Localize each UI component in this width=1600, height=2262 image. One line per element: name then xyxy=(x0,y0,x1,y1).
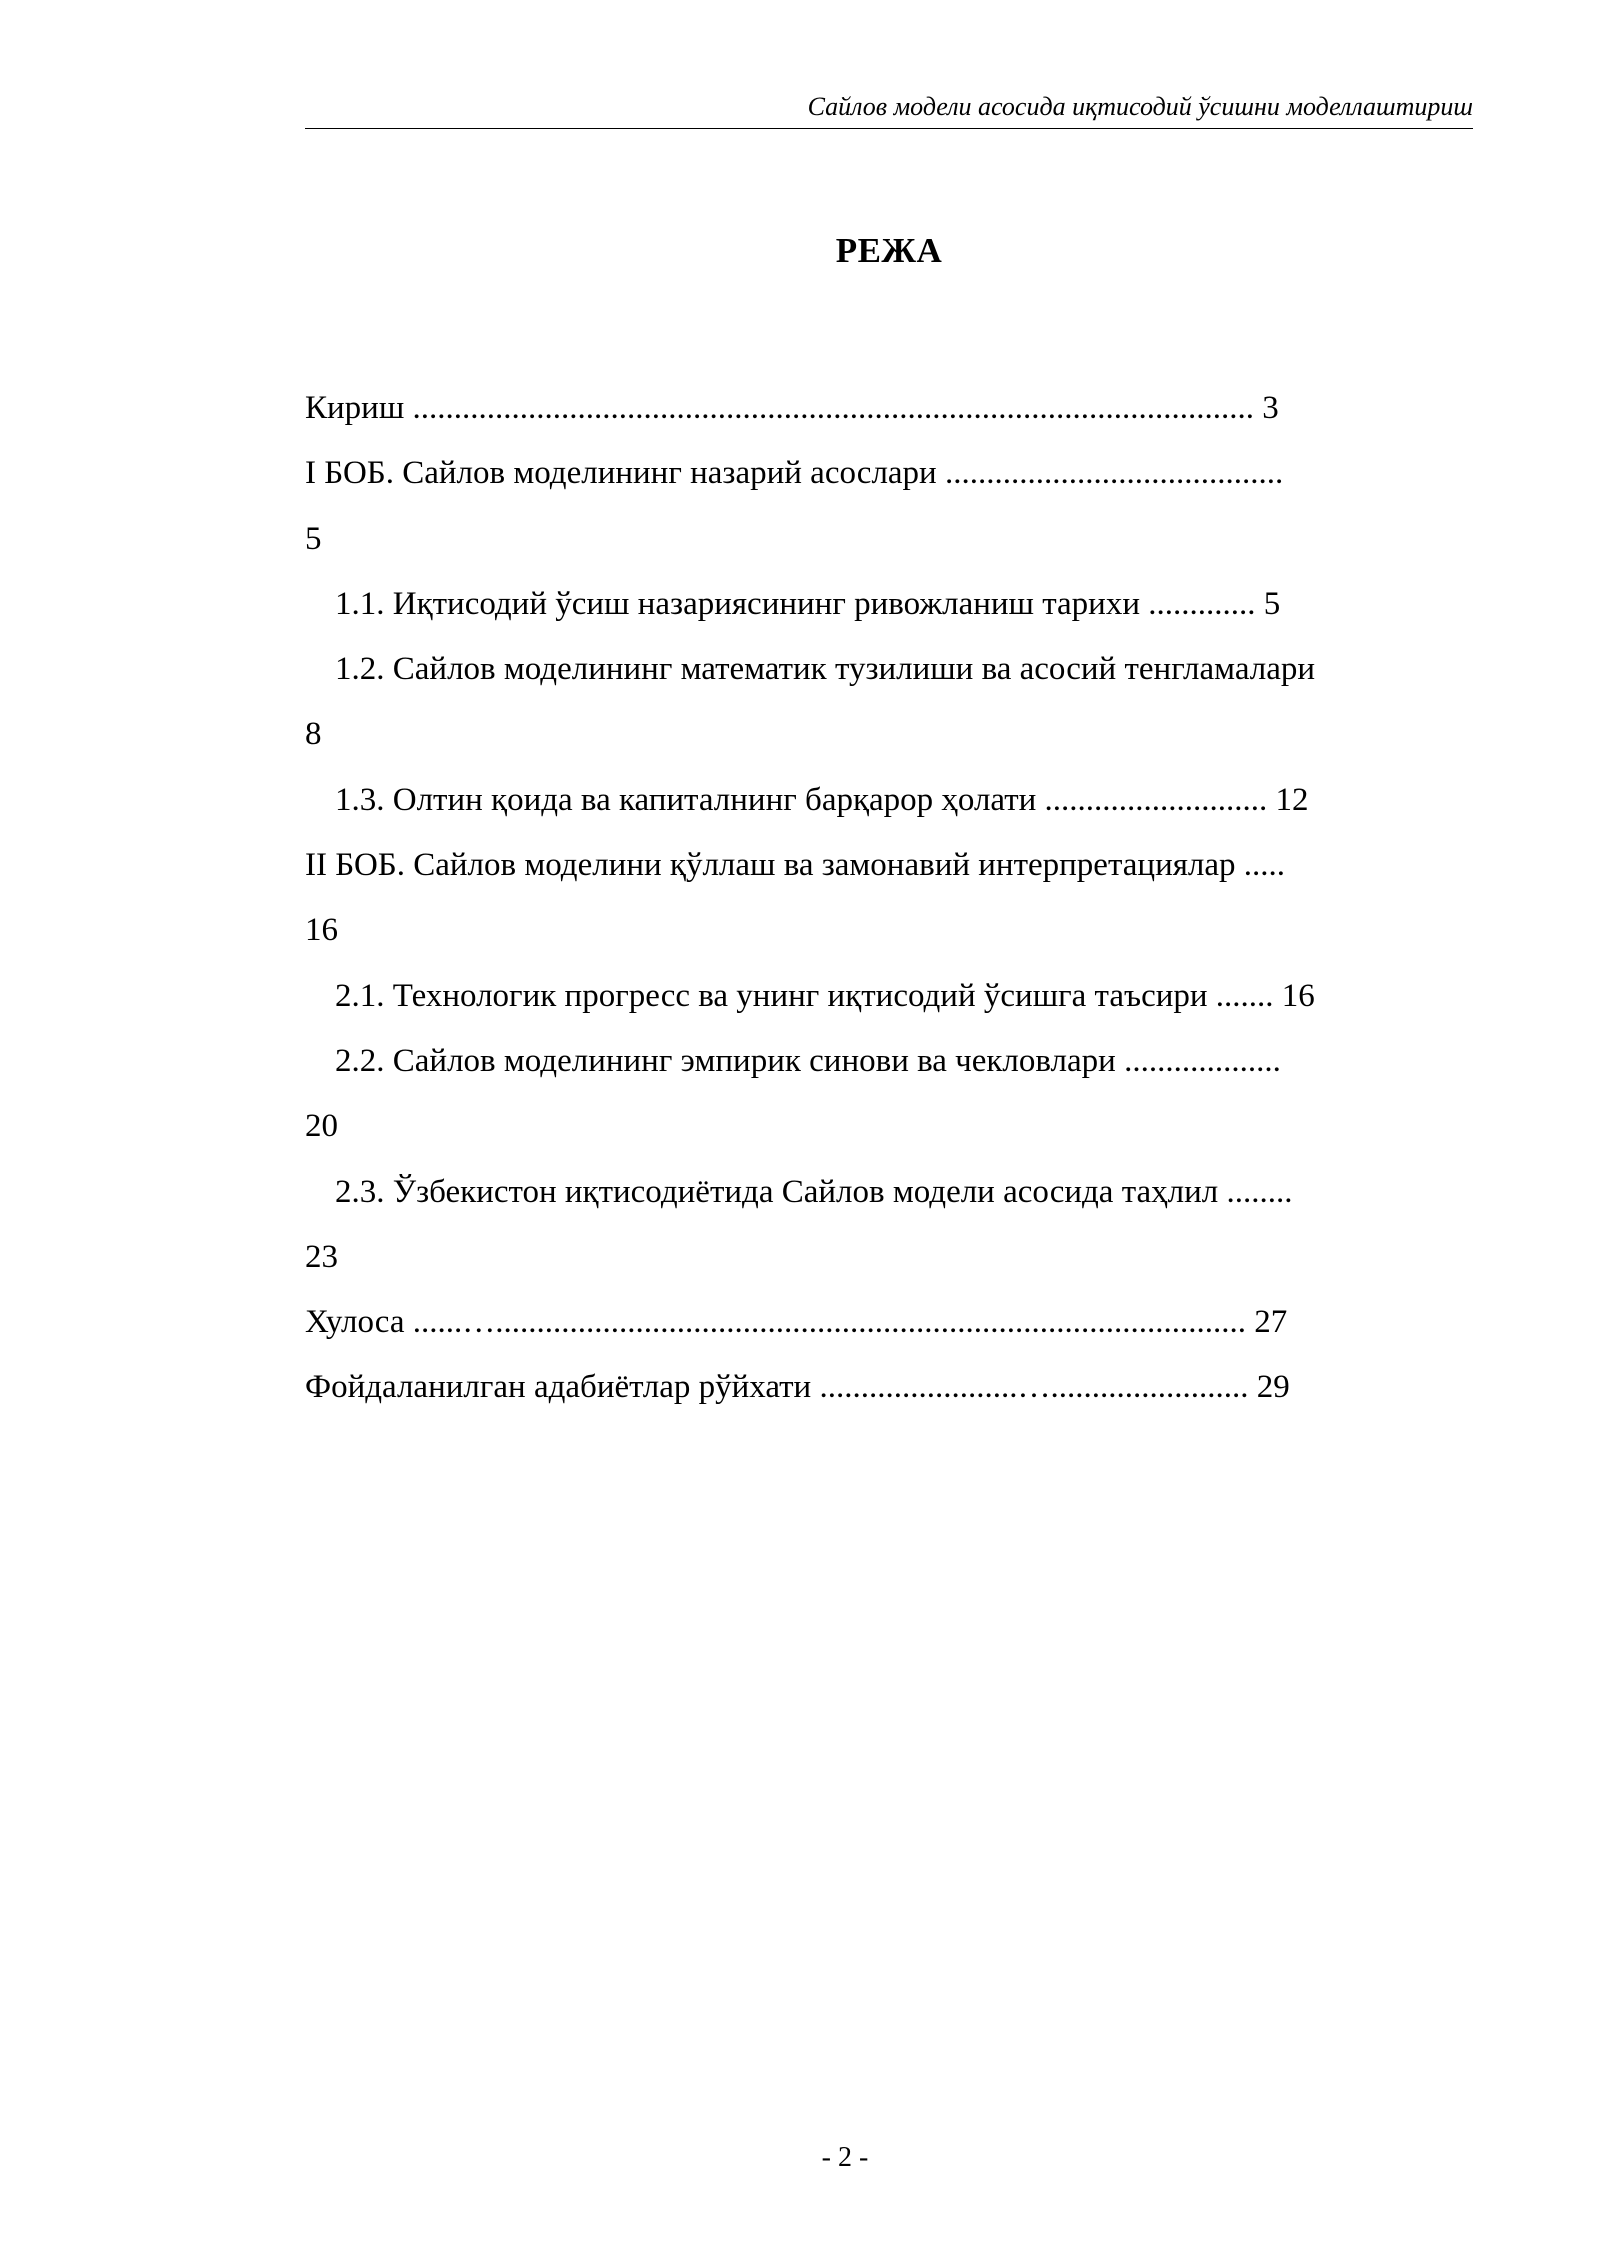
toc-entry-2-1: 2.1. Технологик прогресс ва унинг иқтисодий ўсишга таъсири ....... 16 xyxy=(335,977,1315,1014)
toc-entry-conclusion: Хулоса ......…........................................................................................... 27 xyxy=(305,1304,1288,1341)
toc-entry-1-1: 1.1. Иқтисодий ўсиш назариясининг ривожланиш тарихи ............. 5 xyxy=(335,585,1281,622)
toc-entry-2-2-page: 20 xyxy=(305,1108,338,1145)
toc-entry-1-2: 1.2. Сайлов моделининг математик тузилиши ва асосий тенгламалари xyxy=(335,651,1316,688)
toc-entry-1-3: 1.3. Олтин қоида ва капиталнинг барқарор ҳолати ........................... 12 xyxy=(335,781,1309,818)
table-of-contents xyxy=(305,376,1473,1421)
toc-entry-references: Фойдаланилган адабиётлар рўйхати ........................…........................ 29 xyxy=(305,1369,1290,1406)
toc-entry-2-3-page: 23 xyxy=(305,1238,338,1275)
toc-entry-chapter-2: II БОБ. Сайлов моделини қўллаш ва замонавий интерпретациялар ..... xyxy=(305,847,1286,884)
toc-entry-chapter-2-page: 16 xyxy=(305,912,338,949)
running-header: Сайлов модели асосида иқтисодий ўсишни моделлаштириш xyxy=(807,92,1473,121)
header-rule xyxy=(305,128,1473,129)
toc-entry-2-2: 2.2. Сайлов моделининг эмпирик синови ва чекловлари ................... xyxy=(335,1042,1281,1079)
page-title: РЕЖА xyxy=(835,231,943,270)
page-number: - 2 - xyxy=(821,2142,869,2173)
toc-entry-2-3: 2.3. Ўзбекистон иқтисодиётида Сайлов модели асосида таҳлил ........ xyxy=(335,1173,1293,1210)
toc-entry-chapter-1: I БОБ. Сайлов моделининг назарий асослари ......................................... xyxy=(305,455,1284,492)
toc-entry-chapter-1-page: 5 xyxy=(305,520,322,557)
toc-entry-introduction: Кириш ...................................................................................................... 3 xyxy=(305,390,1279,426)
toc-entry-1-2-page: 8 xyxy=(305,716,322,753)
